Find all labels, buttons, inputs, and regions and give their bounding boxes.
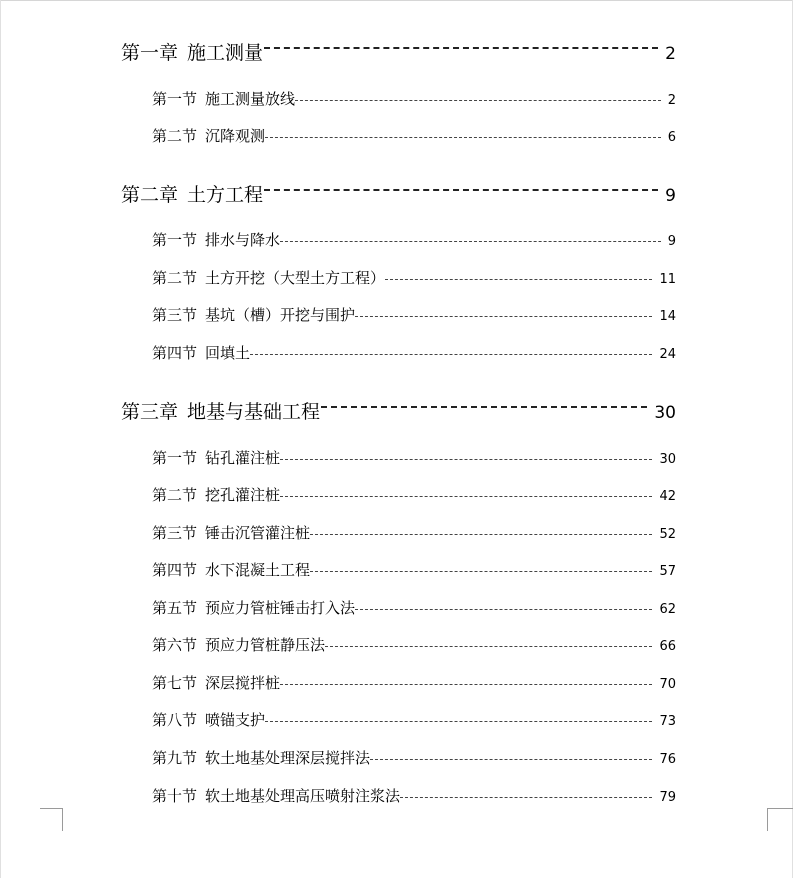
toc-chapter[interactable] — [121, 180, 676, 207]
margin-corner-mark-right — [767, 808, 793, 831]
section-title: 水下混凝土工程 — [205, 561, 311, 579]
section-number: 第二节 — [152, 127, 198, 145]
dot-leader — [325, 646, 652, 647]
section-number: 第八节 — [152, 711, 198, 729]
section-number: 第一节 — [152, 231, 198, 249]
section-number: 第一节 — [152, 90, 198, 108]
dot-leader — [295, 100, 661, 101]
toc-chapter[interactable] — [121, 397, 676, 424]
page-number: 70 — [659, 677, 676, 692]
toc-section[interactable] — [152, 709, 676, 730]
dot-leader — [385, 279, 652, 280]
dot-leader — [280, 684, 652, 685]
toc-section[interactable] — [152, 484, 676, 505]
section-title: 土方开挖（大型土方工程） — [205, 269, 386, 287]
section-number: 第七节 — [152, 674, 198, 692]
page-number: 52 — [659, 527, 676, 542]
section-title: 沉降观测 — [205, 127, 266, 145]
section-title: 软土地基处理深层搅拌法 — [205, 749, 371, 767]
section-number: 第五节 — [152, 599, 198, 617]
section-number: 第三节 — [152, 524, 198, 542]
dot-leader — [280, 496, 652, 497]
section-number: 第三节 — [152, 306, 198, 324]
page-number: 66 — [659, 639, 676, 654]
dot-leader — [265, 137, 661, 138]
toc-section[interactable] — [152, 447, 676, 468]
section-title: 深层搅拌桩 — [205, 674, 281, 692]
dot-leader — [321, 406, 647, 408]
toc-section[interactable] — [152, 88, 676, 109]
chapter-title: 施工测量 — [187, 42, 264, 64]
page-number: 2 — [665, 44, 676, 64]
page-number: 76 — [659, 752, 676, 767]
section-title: 预应力管桩锤击打入法 — [205, 599, 356, 617]
section-number: 第十节 — [152, 787, 198, 805]
section-title: 喷锚支护 — [205, 711, 266, 729]
page-number: 6 — [667, 130, 676, 145]
toc-section[interactable] — [152, 304, 676, 325]
dot-leader — [265, 721, 652, 722]
margin-corner-mark-left — [40, 808, 63, 831]
chapter-number: 第二章 — [121, 184, 179, 206]
toc-section[interactable] — [152, 522, 676, 543]
dot-leader — [355, 316, 652, 317]
section-title: 锤击沉管灌注桩 — [205, 524, 311, 542]
section-title: 基坑（槽）开挖与围护 — [205, 306, 356, 324]
dot-leader — [280, 241, 661, 242]
dot-leader — [264, 189, 658, 191]
toc-section[interactable] — [152, 342, 676, 363]
page-border-left — [0, 0, 1, 878]
page-number: 42 — [659, 489, 676, 504]
section-title: 软土地基处理高压喷射注浆法 — [205, 787, 401, 805]
page-number: 73 — [659, 714, 676, 729]
section-number: 第一节 — [152, 449, 198, 467]
section-number: 第六节 — [152, 636, 198, 654]
page-number: 79 — [659, 790, 676, 805]
dot-leader — [400, 797, 652, 798]
toc-section[interactable] — [152, 559, 676, 580]
toc-section[interactable] — [152, 672, 676, 693]
section-number: 第四节 — [152, 344, 198, 362]
page-number: 30 — [659, 452, 676, 467]
toc-section[interactable] — [152, 229, 676, 250]
section-title: 钻孔灌注桩 — [205, 449, 281, 467]
section-number: 第四节 — [152, 561, 198, 579]
page-number: 14 — [659, 309, 676, 324]
toc-section[interactable] — [152, 125, 676, 146]
page-number: 9 — [665, 186, 676, 206]
section-title: 预应力管桩静压法 — [205, 636, 326, 654]
page-number: 11 — [659, 272, 676, 287]
dot-leader — [264, 47, 658, 49]
dot-leader — [250, 354, 652, 355]
toc-section[interactable] — [152, 267, 676, 288]
toc-section[interactable] — [152, 597, 676, 618]
dot-leader — [280, 459, 652, 460]
toc-section[interactable] — [152, 785, 676, 806]
section-title: 施工测量放线 — [205, 90, 296, 108]
section-title: 回填土 — [205, 344, 251, 362]
section-title: 挖孔灌注桩 — [205, 486, 281, 504]
dot-leader — [355, 609, 652, 610]
page-number: 30 — [654, 403, 676, 423]
toc-section[interactable] — [152, 634, 676, 655]
dot-leader — [310, 534, 652, 535]
page-number: 57 — [659, 564, 676, 579]
dot-leader — [310, 571, 652, 572]
chapter-title: 地基与基础工程 — [187, 401, 321, 423]
page-number: 2 — [667, 93, 676, 108]
chapter-number: 第三章 — [121, 401, 179, 423]
chapter-number: 第一章 — [121, 42, 179, 64]
section-number: 第二节 — [152, 269, 198, 287]
toc-chapter[interactable] — [121, 38, 676, 65]
page-number: 9 — [667, 234, 676, 249]
page-number: 24 — [659, 347, 676, 362]
toc-section[interactable] — [152, 747, 676, 768]
dot-leader — [370, 759, 652, 760]
section-number: 第九节 — [152, 749, 198, 767]
section-title: 排水与降水 — [205, 231, 281, 249]
section-number: 第二节 — [152, 486, 198, 504]
chapter-title: 土方工程 — [187, 184, 264, 206]
page-number: 62 — [659, 602, 676, 617]
page-border-top — [0, 0, 793, 1]
